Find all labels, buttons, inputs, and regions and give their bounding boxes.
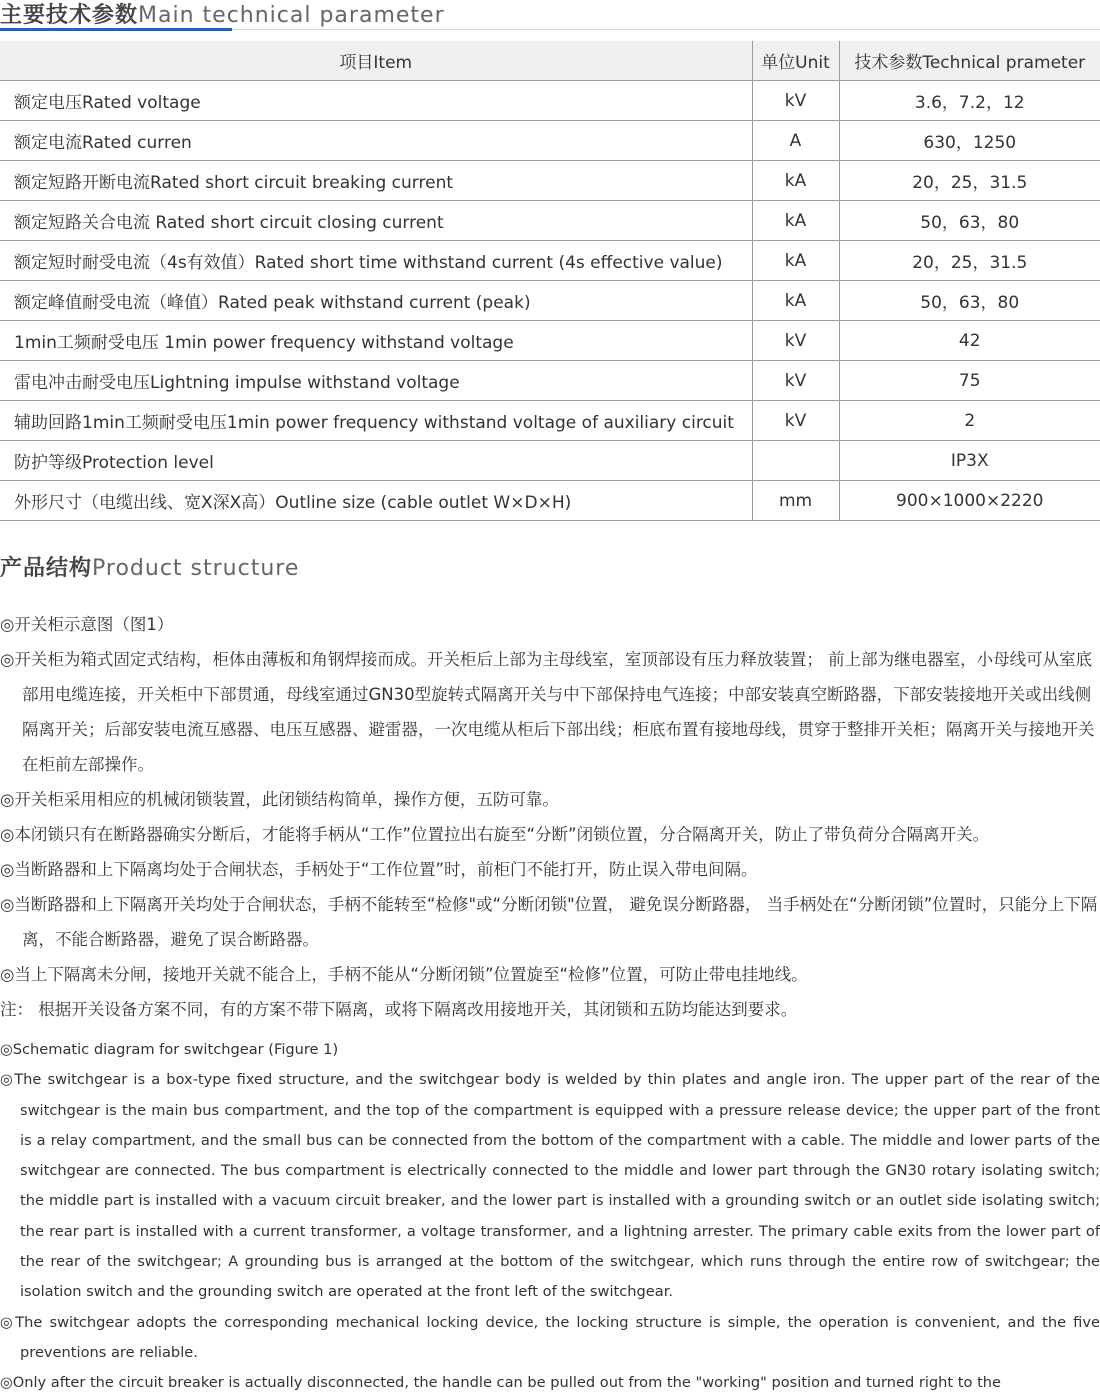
cell-item: 防护等级Protection level: [0, 441, 752, 481]
table-row: [0, 441, 1100, 481]
cell-unit: kV: [752, 321, 839, 361]
cn-note: 注： 根据开关设备方案不同，有的方案不带下隔离，或将下隔离改用接地开关，其闭锁和五防均能达到要求。: [0, 1000, 798, 1019]
cell-unit: A: [752, 121, 839, 161]
cell-item: 辅助回路1min工频耐受电压1min power frequency withstand voltage of auxiliary circuit: [0, 401, 752, 441]
chinese-description: [0, 607, 1100, 1027]
cell-value: 630，1250: [839, 121, 1100, 161]
table-row: [0, 281, 1100, 321]
cn-paragraph: ◎开关柜为箱式固定式结构，柜体由薄板和角钢焊接而成。开关柜后上部为主母线室，室顶部设有压力释放装置； 前上部为继电器室，小母线可从室底部用电缆连接，开关柜中下部贯通，母线室通过GN30型旋转式隔离开关与中下部保持电气连接；中部安装真空断路器，下部安装接地开关或出线侧隔离开关；后部安装电流互感器、电压互感器、避雷器，一次电缆从柜后下部出线；柜底布置有接地母线，贯穿于整排开关柜；隔离开关与接地开关在柜前左部操作。: [0, 650, 1095, 774]
cn-paragraph: ◎开关柜示意图（图1）: [0, 615, 174, 634]
cell-unit: kA: [752, 201, 839, 241]
section-title-cn: 产品结构: [0, 556, 93, 581]
cn-paragraph: ◎当断路器和上下隔离均处于合闸状态，手柄处于“工作位置”时，前柜门不能打开，防止误入带电间隔。: [0, 860, 758, 879]
cn-paragraph: ◎本闭锁只有在断路器确实分断后，才能将手柄从“工作”位置拉出右旋至“分断”闭锁位置，分合隔离开关，防止了带负荷分合隔离开关。: [0, 825, 990, 844]
cell-unit: [752, 441, 839, 481]
cell-unit: kV: [752, 361, 839, 401]
cell-item: 1min工频耐受电压 1min power frequency withstand voltage: [0, 321, 752, 361]
title-accent-bar: [0, 28, 232, 31]
table-row: [0, 241, 1100, 281]
cn-paragraph: ◎开关柜采用相应的机械闭锁装置，此闭锁结构简单，操作方便，五防可靠。: [0, 790, 559, 809]
cell-item: 额定电压Rated voltage: [0, 81, 752, 121]
cell-unit: kA: [752, 281, 839, 321]
cn-paragraph: ◎当上下隔离未分闸，接地开关就不能合上，手柄不能从“分断闭锁”位置旋至“检修”位置，可防止带电挂地线。: [0, 965, 808, 984]
cell-item: 额定短路关合电流 Rated short circuit closing current: [0, 201, 752, 241]
cell-unit: mm: [752, 481, 839, 521]
cell-item: 额定电流Rated curren: [0, 121, 752, 161]
section-title-technical-parameters: [0, 0, 445, 29]
cell-unit: kV: [752, 81, 839, 121]
table-row: [0, 481, 1100, 521]
section-title-product-structure: [0, 551, 299, 582]
table-row: [0, 201, 1100, 241]
table-row: [0, 401, 1100, 441]
header-unit: 单位Unit: [752, 41, 839, 81]
en-paragraph: ◎The switchgear adopts the corresponding mechanical locking device, the locking structure is simple, the operation is convenient, and the five preventions are reliable.: [0, 1313, 1100, 1361]
cell-value: IP3X: [839, 441, 1100, 481]
en-paragraph: ◎Schematic diagram for switchgear (Figure 1): [0, 1041, 339, 1058]
en-paragraph: ◎The switchgear is a box-type fixed structure, and the switchgear body is welded by thin plates and angle iron. The upper part of the rear of the switchgear is the main bus compartment, and the top of the compartment is equipped with a pressure release device; the upper part of the front is a relay compartment, and the small bus can be connected from the bottom of the compartment with a cable. The middle and lower parts of the switchgear are connected. The bus compartment is electrically connected to the middle and lower part through the GN30 rotary isolating switch; the middle part is installed with a vacuum circuit breaker, and the lower part is installed with a grounding switch or an outlet side isolating switch; the rear part is installed with a current transformer, a voltage transformer, and a lightning arrester. The primary cable exits from the lower part of the rear of the switchgear; A grounding bus is arranged at the bottom of the switchgear, which runs through the entire row of switchgear; the isolation switch and the grounding switch are operated at the front left of the switchgear.: [0, 1071, 1100, 1301]
cn-paragraph: ◎当断路器和上下隔离开关均处于合闸状态，手柄不能转至“检修"或“分断闭锁"位置， 避免误分断路器， 当手柄处在“分断闭锁”位置时，只能分上下隔离，不能合断路器，避免了误合断路器。: [0, 895, 1098, 949]
table-row: [0, 161, 1100, 201]
cell-value: 20，25，31.5: [839, 241, 1100, 281]
cell-value: 20，25，31.5: [839, 161, 1100, 201]
cell-unit: kA: [752, 241, 839, 281]
cell-item: 额定峰值耐受电流（峰值）Rated peak withstand current (peak): [0, 281, 752, 321]
technical-parameters-table: [0, 41, 1100, 521]
cell-value: 3.6，7.2，12: [839, 81, 1100, 121]
header-item: 项目Item: [0, 41, 752, 81]
cell-value: 42: [839, 321, 1100, 361]
section-title-cn: 主要技术参数: [0, 3, 139, 28]
en-paragraph: ◎Only after the circuit breaker is actually disconnected, the handle can be pulled out from the "working" position and turned right to the: [0, 1374, 1002, 1392]
section-title-en: Main technical parameter: [138, 3, 445, 28]
header-value: 技术参数Technical prameter: [839, 41, 1100, 81]
cell-value: 50，63，80: [839, 281, 1100, 321]
section-title-en: Product structure: [92, 556, 300, 581]
cell-item: 外形尺寸（电缆出线、宽X深X高）Outline size (cable outlet W×D×H): [0, 481, 752, 521]
cell-item: 雷电冲击耐受电压Lightning impulse withstand voltage: [0, 361, 752, 401]
cell-unit: kA: [752, 161, 839, 201]
cell-value: 50，63，80: [839, 201, 1100, 241]
cell-unit: kV: [752, 401, 839, 441]
table-row: [0, 321, 1100, 361]
table-row: [0, 81, 1100, 121]
cell-item: 额定短时耐受电流（4s有效值）Rated short time withstand current (4s effective value): [0, 241, 752, 281]
english-description: [0, 1035, 1100, 1399]
cell-value: 900×1000×2220: [839, 481, 1100, 521]
cell-item: 额定短路开断电流Rated short circuit breaking current: [0, 161, 752, 201]
cell-value: 2: [839, 401, 1100, 441]
table-row: [0, 121, 1100, 161]
cell-value: 75: [839, 361, 1100, 401]
table-header-row: [0, 41, 1100, 81]
table-row: [0, 361, 1100, 401]
